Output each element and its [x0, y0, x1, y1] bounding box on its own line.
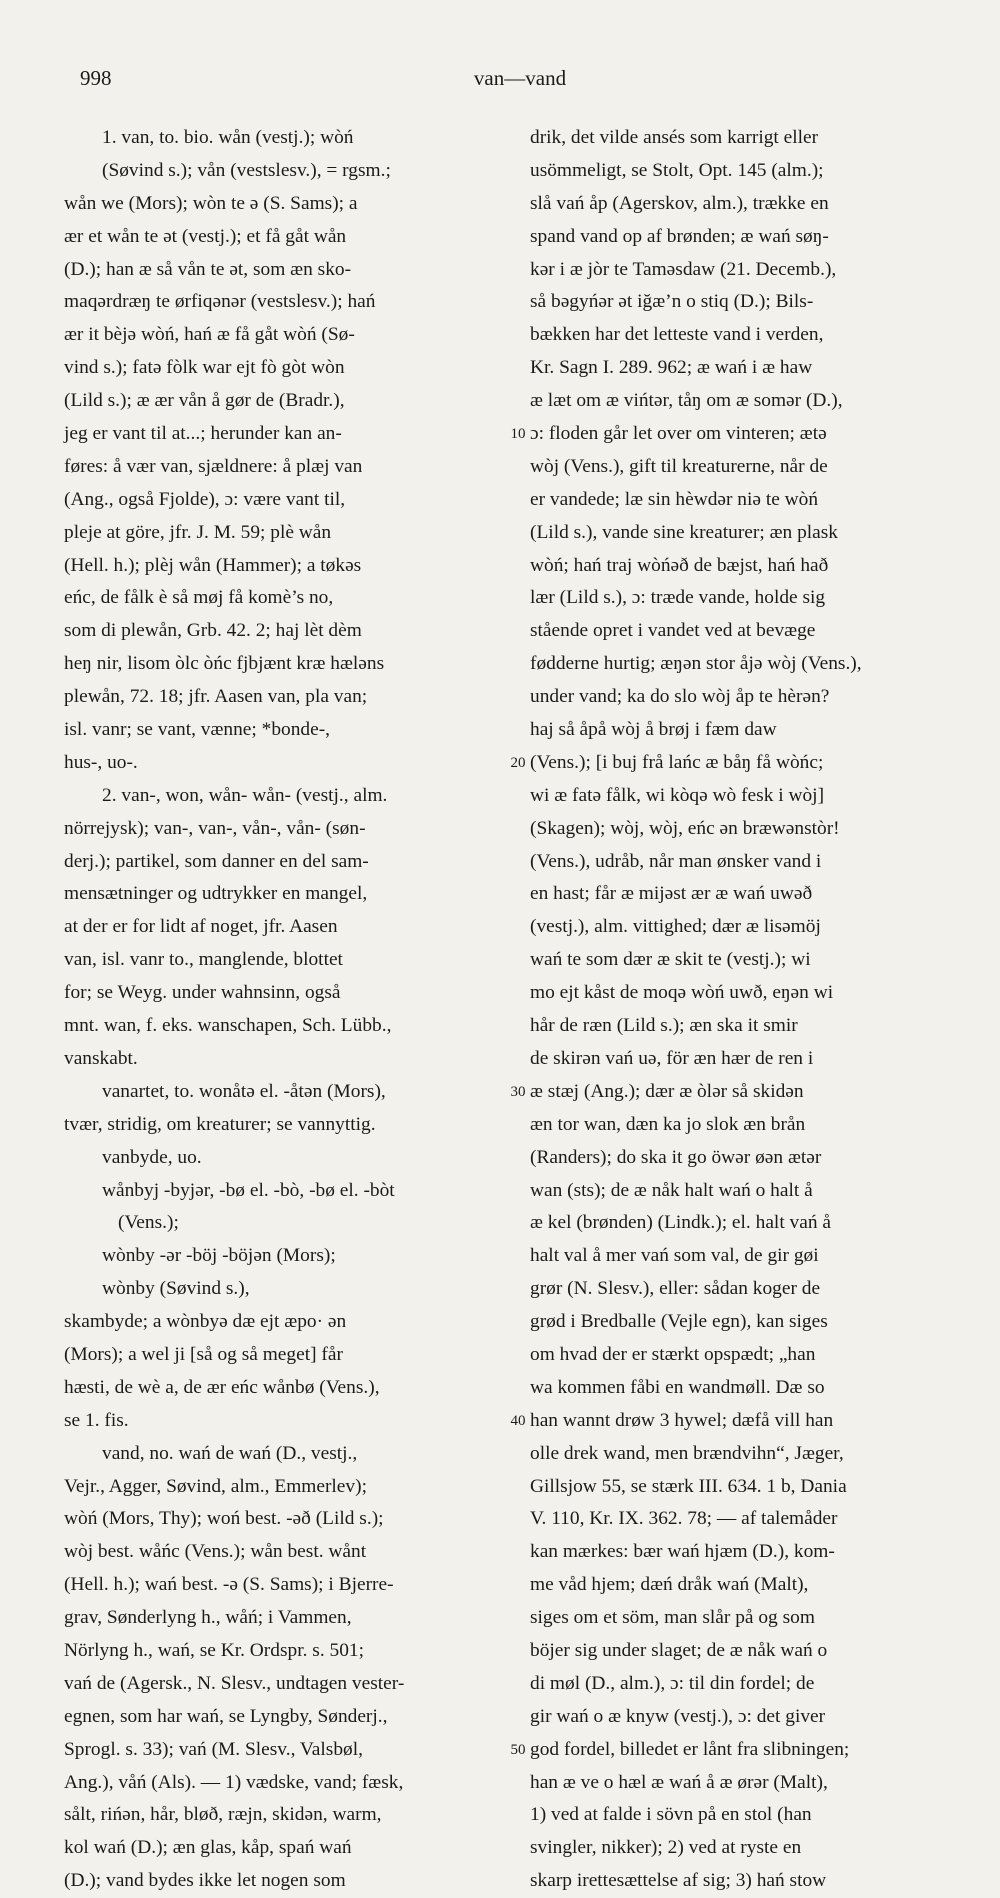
text-line: vań de (Agersk., N. Slesv., undtagen vester- [64, 1672, 405, 1694]
text-line: grav, Sønderlyng h., wåń; i Vammen, [64, 1607, 352, 1629]
text-line: haj så åpå wòj å brøj i fæm daw [530, 719, 777, 741]
text-line: wa kommen fåbi en wandmøll. Dæ so [530, 1376, 825, 1398]
text-line: vind s.); fatə fòlk war ejt fò gòt wòn [64, 357, 345, 379]
text-line: nörrejysk); van-, van-, vån-, vån- (søn- [64, 817, 366, 839]
text-line: er vandede; læ sin hèwdər niə te wòń [530, 488, 819, 510]
text-line: (Vens.); [i buj frå lańc æ båŋ få wòńc; [530, 751, 824, 773]
text-line: æn tor wan, dæn ka jo slok æn brån [530, 1113, 806, 1135]
text-line: mnt. wan, f. eks. wanschapen, Sch. Lübb., [64, 1015, 392, 1037]
text-line: isl. vanr; se vant, vænne; *bonde-, [64, 719, 331, 741]
text-line: grør (N. Slesv.), eller: sådan koger de [530, 1278, 821, 1300]
text-line: drik, det vilde ansés som karrigt eller [530, 127, 819, 148]
text-line: (Lild s.), vande sine kreaturer; æn plask [530, 521, 839, 543]
text-line: æ kel (brønden) (Lindk.); el. halt vań å [530, 1212, 831, 1234]
text-line: heŋ nir, lisom òlc òńc fjbjænt kræ hæləns [64, 653, 385, 675]
text-line: lær (Lild s.), ɔ: træde vande, holde sig [530, 587, 826, 609]
line-number: 10 [510, 426, 526, 443]
text-line: derj.); partikel, som danner en del sam- [64, 850, 369, 872]
text-line: wòń; hań traj wòńəð de bæjst, hań hað [530, 554, 829, 576]
text-line: egnen, som har wań, se Lyngby, Sønderj., [64, 1705, 388, 1727]
text-line: hår de ræn (Lild s.); æn ska it smir [530, 1015, 798, 1037]
text-line: (Vens.), udråb, når man ønsker vand i [530, 850, 822, 872]
text-line: æ stæj (Ang.); dær æ òlər så skidən [530, 1080, 804, 1102]
text-line: vanskabt. [64, 1047, 138, 1069]
text-line: (Lild s.); æ ær vån å gør de (Bradr.), [64, 390, 345, 412]
text-line: han wannt drøw 3 hywel; dæfå vill han [530, 1409, 834, 1431]
text-line: under vand; ka do slo wòj åp te hèrən? [530, 686, 830, 708]
text-line: kol wań (D.); æn glas, kåp, spań wań [64, 1837, 352, 1859]
text-line: (D.); han æ så vån te ət, som æn sko- [64, 258, 352, 280]
text-line: wań te som dær æ skit te (vestj.); wi [530, 949, 811, 971]
text-line: slå vań åp (Agerskov, alm.), trække en [530, 192, 829, 214]
text-line: wònby (Søvind s.), [102, 1278, 250, 1300]
text-line: (vestj.), alm. vittighed; dær æ lisəmöj [530, 916, 821, 938]
text-line: 1) ved at falde i sövn på en stol (han [530, 1804, 812, 1826]
text-line: wòj best. wåńc (Vens.); wån best. wånt [64, 1541, 367, 1563]
line-number: 20 [510, 755, 526, 772]
text-line: maqərdræŋ te ørfiqənər (vestslesv.); hań [64, 291, 376, 313]
text-line: en hast; får æ mijəst ær æ wań uwəð [530, 883, 813, 905]
text-line: pleje at göre, jfr. J. M. 59; plè wån [64, 521, 332, 543]
text-line: så bəgyńər ət iğæ’n o stiq (D.); Bils- [530, 291, 814, 313]
text-line: wån we (Mors); wòn te ə (S. Sams); a [64, 192, 358, 214]
text-line: siges om et söm, man slår på og som [530, 1607, 815, 1629]
text-line: jeg er vant til at...; herunder kan an- [64, 423, 342, 445]
text-line: god fordel, billedet er lånt fra slibningen; [530, 1738, 850, 1760]
text-line: Nörlyng h., wań, se Kr. Ordspr. s. 501; [64, 1639, 364, 1661]
left-column [64, 122, 504, 1898]
text-line: at der er for lidt af noget, jfr. Aasen [64, 916, 338, 938]
text-line: hus-, uo-. [64, 751, 138, 773]
text-line: halt val å mer vań som val, de gir gøi [530, 1245, 819, 1267]
text-line: wònby -ər -böj -böjən (Mors); [102, 1245, 336, 1267]
text-line: Sprogl. s. 33); vań (M. Slesv., Valsbøl, [64, 1738, 363, 1760]
text-line: hæsti, de wè a, de ær eńc wånbø (Vens.), [64, 1376, 380, 1398]
text-line: (Randers); do ska it go öwər øən ætər [530, 1146, 822, 1168]
text-line: wan (sts); de æ nåk halt wań o halt å [530, 1179, 813, 1201]
text-line: usömmeligt, se Stolt, Opt. 145 (alm.); [530, 159, 824, 181]
text-line: (Søvind s.); vån (vestslesv.), = rgsm.; [102, 159, 391, 181]
text-line: wi æ fatə fålk, wi kòqə wò fesk i wòj] [530, 784, 825, 806]
text-line: V. 110, Kr. IX. 362. 78; — af talemåder [530, 1508, 838, 1530]
text-line: skarp irettesættelse af sig; 3) hań stow [530, 1870, 827, 1892]
text-line: di møl (D., alm.), ɔ: til din fordel; de [530, 1672, 815, 1694]
running-head [80, 66, 960, 96]
text-line: ɔ: floden går let over om vinteren; ætə [530, 423, 827, 445]
line-number: 30 [510, 1084, 526, 1101]
text-line: wòj (Vens.), gift til kreaturerne, når de [530, 455, 828, 477]
text-line: mo ejt kåst de moqə wòń uwð, eŋən wi [530, 982, 834, 1004]
text-line: (Skagen); wòj, wòj, eńc ən bræwənstòr! [530, 817, 840, 839]
text-line: Kr. Sagn I. 289. 962; æ wań i æ haw [530, 357, 813, 379]
text-line: stående opret i vandet ved at bevæge [530, 620, 816, 642]
text-line: Ang.), våń (Als). — 1) vædske, vand; fæsk, [64, 1771, 404, 1793]
page-number: 998 [80, 66, 112, 90]
text-line: van, isl. vanr to., manglende, blottet [64, 949, 343, 971]
text-line: grød i Bredballe (Vejle egn), kan siges [530, 1311, 828, 1333]
text-line: Gillsjow 55, se stærk III. 634. 1 b, Dania [530, 1475, 847, 1497]
text-line: Vejr., Agger, Søvind, alm., Emmerlev); [64, 1475, 367, 1497]
running-head-title: van—vand [473, 66, 567, 90]
text-line: kər i æ jòr te Taməsdaw (21. Decemb.), [530, 258, 837, 280]
text-line: (Hell. h.); plèj wån (Hammer); a tøkəs [64, 554, 362, 576]
text-line: (D.); vand bydes ikke let nogen som [64, 1870, 346, 1892]
text-line: (Ang., også Fjolde), ɔ: være vant til, [64, 488, 346, 510]
text-line: me våd hjem; dæń dråk wań (Malt), [530, 1574, 809, 1596]
text-line: føres: å vær van, sjældnere: å plæj van [64, 455, 363, 477]
text-line: wòń (Mors, Thy); woń best. -əð (Lild s.); [64, 1508, 384, 1530]
text-line: plewån, 72. 18; jfr. Aasen van, pla van; [64, 686, 368, 708]
text-line: olle drek wand, men brændvihn“, Jæger, [530, 1442, 844, 1464]
text-line: ær it bèjə wòń, hań æ få gåt wòń (Sø- [64, 324, 355, 346]
text-line: han æ ve o hæl æ wań å æ ørər (Malt), [530, 1771, 828, 1793]
text-line: skambyde; a wònbyə dæ ejt æpo· ən [64, 1311, 347, 1333]
text-line: gir wań o æ knyw (vestj.), ɔ: det giver [530, 1705, 826, 1727]
text-line: 2. van-, won, wån- wån- (vestj., alm. [102, 784, 388, 806]
text-line: (Hell. h.); wań best. -ə (S. Sams); i Bjerre- [64, 1574, 394, 1596]
text-line: æ læt om æ vińtər, tåŋ om æ somər (D.), [530, 390, 843, 412]
text-line: kan mærkes: bær wań hjæm (D.), kom- [530, 1541, 835, 1563]
text-line: vanartet, to. wonåtə el. -åtən (Mors), [102, 1080, 386, 1102]
text-line: som di plewån, Grb. 42. 2; haj lèt dèm [64, 620, 362, 642]
text-line: (Vens.); [118, 1212, 179, 1234]
text-line: spand vand op af brønden; æ wań søŋ- [530, 225, 829, 247]
text-line: tvær, stridig, om kreaturer; se vannyttig. [64, 1113, 376, 1135]
text-line: (Mors); a wel ji [så og så meget] får [64, 1343, 343, 1365]
text-line: de skirən vań uə, för æn hær de ren i [530, 1047, 814, 1069]
line-number: 50 [510, 1742, 526, 1759]
text-line: om hvad der er stærkt opspædt; „han [530, 1343, 816, 1365]
text-line: vanbyde, uo. [102, 1146, 202, 1168]
line-number: 40 [510, 1413, 526, 1430]
right-column [530, 122, 960, 1898]
text-line: vand, no. wań de wań (D., vestj., [102, 1442, 358, 1464]
text-line: mensætninger og udtrykker en mangel, [64, 883, 368, 905]
text-line: fødderne hurtig; æŋən stor åjə wòj (Vens.), [530, 653, 862, 675]
text-line: wånbyj -byjər, -bø el. -bò, -bø el. -bòt [102, 1179, 395, 1201]
text-line: bækken har det letteste vand i verden, [530, 324, 824, 346]
text-line: for; se Weyg. under wahnsinn, også [64, 982, 341, 1004]
text-line: se 1. fis. [64, 1409, 129, 1431]
text-line: ær et wån te ət (vestj.); et få gåt wån [64, 225, 347, 247]
text-line: 1. van, to. bio. wån (vestj.); wòń [102, 127, 354, 148]
text-line: böjer sig under slaget; de æ nåk wań o [530, 1639, 828, 1661]
text-line: svingler, nikker); 2) ved at ryste en [530, 1837, 802, 1859]
text-line: eńc, de fålk è så møj få komè’s no, [64, 587, 334, 609]
text-line: sålt, rińən, hår, bløð, ræjn, skidən, warm, [64, 1804, 382, 1826]
